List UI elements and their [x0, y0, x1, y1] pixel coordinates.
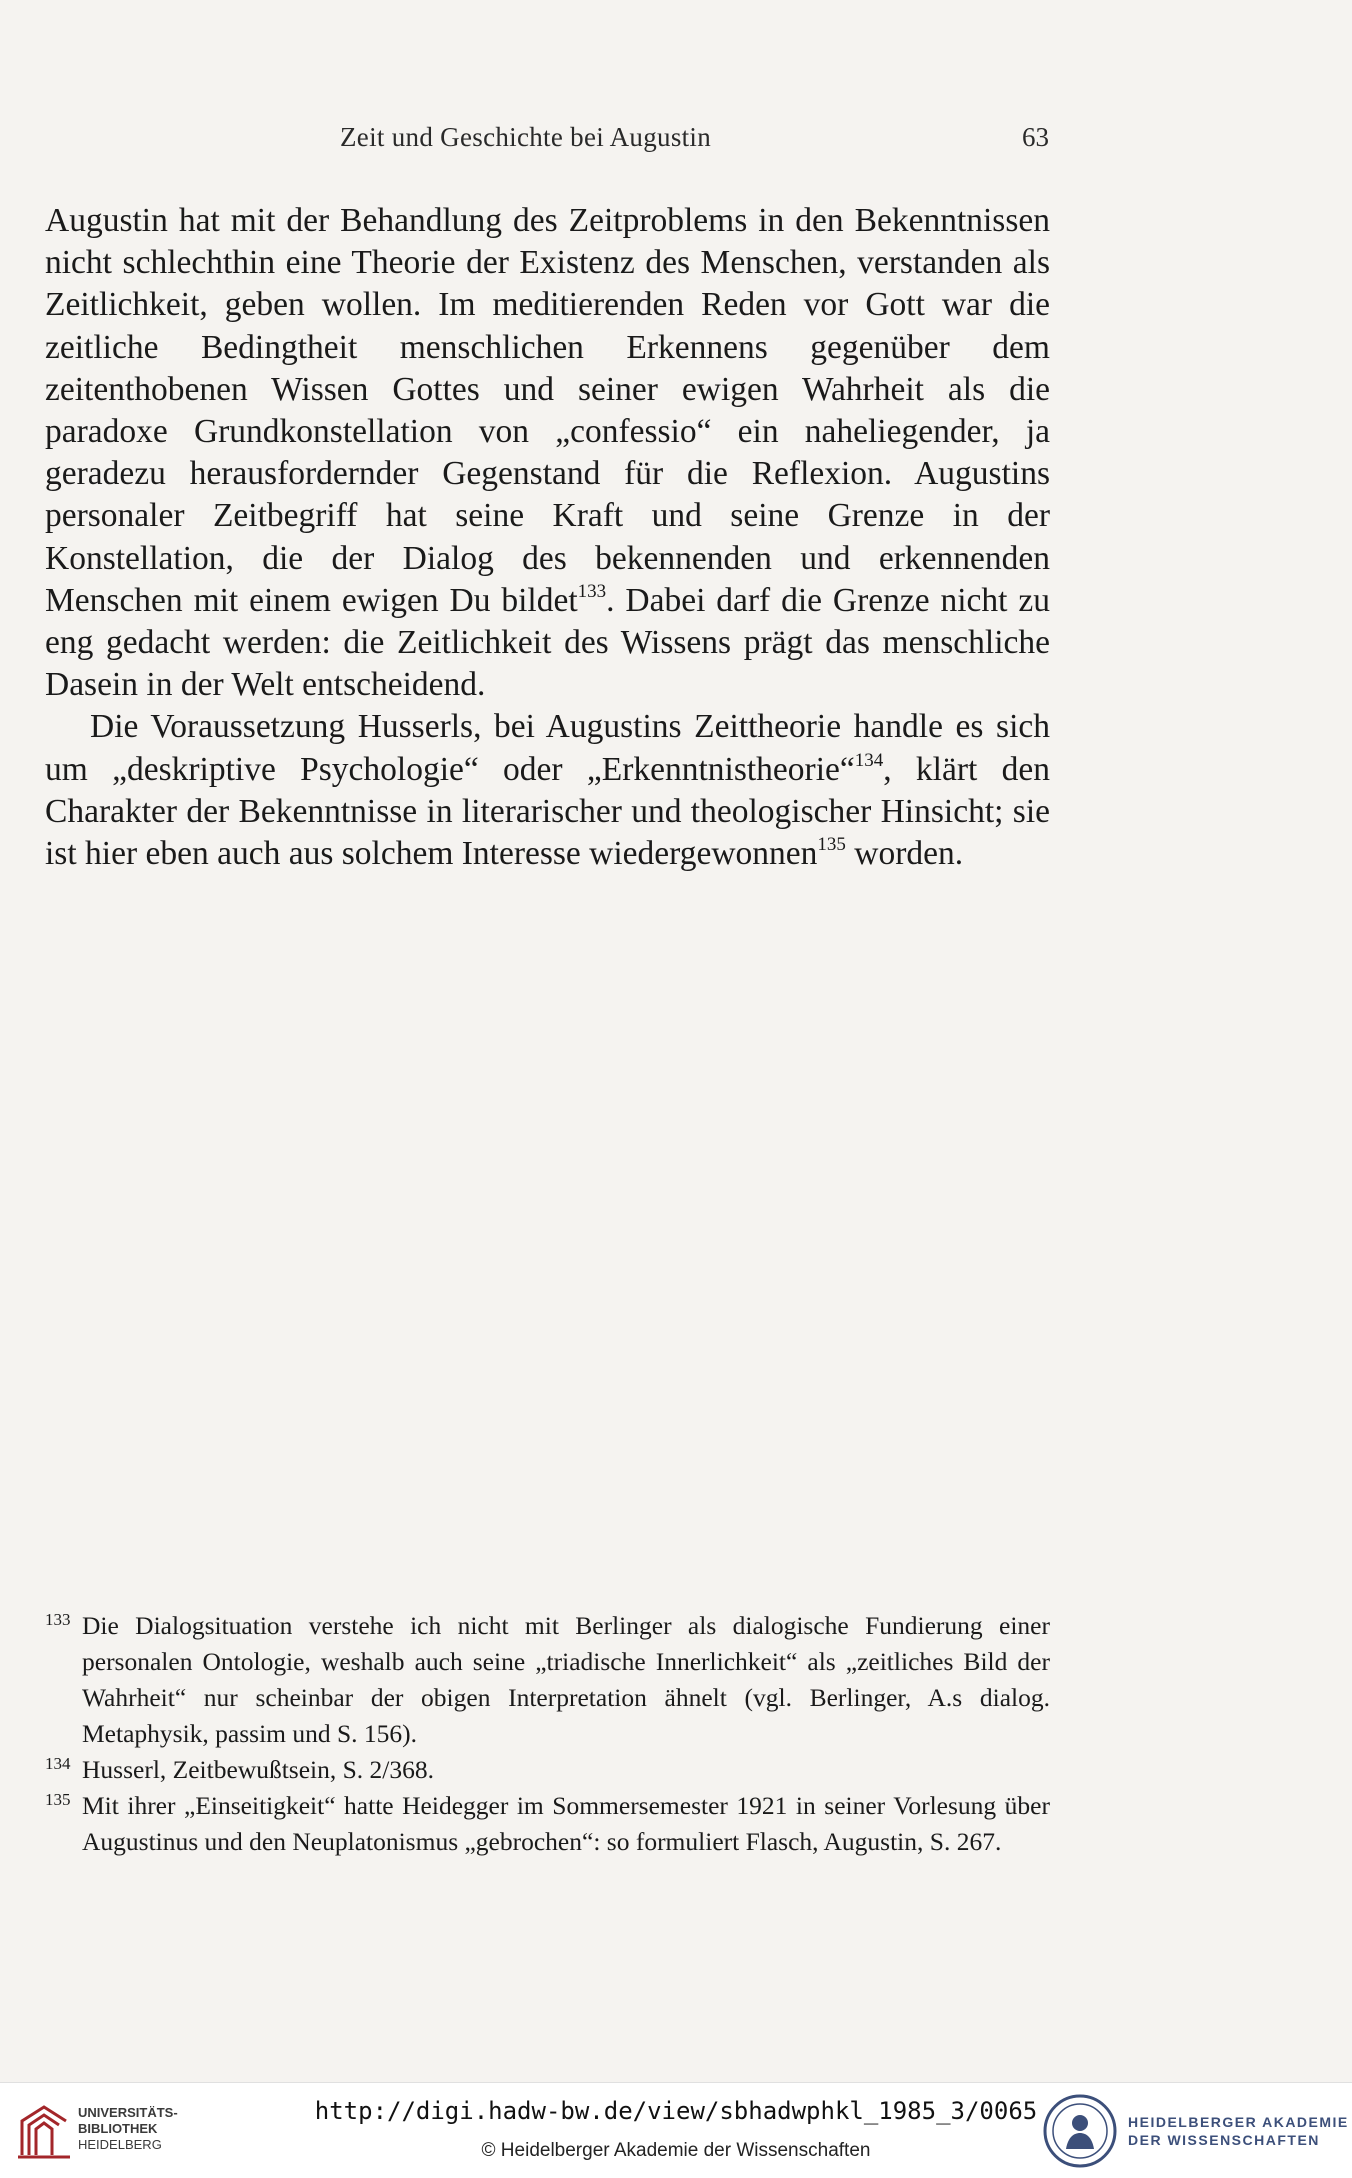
footnote-ref-135[interactable]: 135: [817, 834, 846, 856]
academy-line-2: DER WISSENSCHAFTEN: [1128, 2132, 1320, 2148]
permalink-url[interactable]: http://digi.hadw-bw.de/view/sbhadwphkl_1985_3/0065: [314, 2097, 1038, 2125]
page-number: 63: [1022, 122, 1049, 152]
paragraph-2-text-a: Die Voraussetzung Husserls, bei Augustins Zeittheorie handle es sich um „deskriptive Psychologie“ oder „Erkenntnistheorie“: [45, 708, 1050, 788]
footnote-text: Husserl, Zeitbewußtsein, S. 2/368.: [82, 1755, 435, 1784]
footnote-133: [45, 1608, 1050, 1752]
footnote-134: [45, 1752, 1050, 1788]
paragraph-2: [45, 706, 1050, 875]
paragraph-1-text-a: Augustin hat mit der Behandlung des Zeitproblems in den Bekenntnissen nicht schlechthin eine Theorie der Existenz des Menschen, verstanden als Zeitlichkeit, geben wollen. Im meditierenden Reden vor Gott war die zeitliche Bedingtheit menschlichen Erkennens gegenüber dem zeitenthobenen Wissen Gottes und seiner ewigen Wahrheit als die paradoxe Grundkonstellation von „confessio“ ein naheliegender, ja geradezu herausfordernder Gegenstand für die Reflexion. Augustins personaler Zeitbegriff hat seine Kraft und seine Grenze in der Konstellation, die der Dialog des bekennenden und erkennenden Menschen mit einem ewigen Du bildet: [45, 202, 1050, 619]
digitization-footer: [0, 2082, 1352, 2178]
paragraph-2-text-c: worden.: [845, 835, 964, 873]
footnote-ref-134[interactable]: 134: [854, 749, 884, 771]
body-text: [45, 200, 1050, 875]
footnote-number: 135: [45, 1790, 71, 1809]
library-line-2: BIBLIOTHEK: [78, 2121, 158, 2136]
footnote-ref-133[interactable]: 133: [577, 580, 607, 602]
library-line-1: UNIVERSITÄTS-: [78, 2105, 178, 2120]
footnote-text: Die Dialogsituation verstehe ich nicht mit Berlinger als dialogische Fundierung einer personalen Ontologie, weshalb auch seine „triadische Innerlichkeit“ als „zeitliches Bild der Wahrheit“ nur scheinbar der obigen Interpretation ähnelt (vgl. Berlinger, A.s dialog. Metaphysik, passim und S. 156).: [82, 1611, 1050, 1748]
footnote-text: Mit ihrer „Einseitigkeit“ hatte Heidegger im Sommersemester 1921 in seiner Vorlesung über Augustinus und den Neuplatonismus „gebrochen“: so formuliert Flasch, Augustin, S. 267.: [82, 1791, 1050, 1856]
footnote-135: [45, 1788, 1050, 1860]
academy-seal-icon: [1042, 2093, 1118, 2169]
academy-line-1: HEIDELBERGER AKADEMIE: [1128, 2114, 1349, 2130]
library-line-3: HEIDELBERG: [78, 2137, 162, 2152]
academy-name: [1128, 2113, 1349, 2149]
paragraph-1: [45, 200, 1050, 706]
footnote-number: 134: [45, 1754, 71, 1773]
footnotes: [45, 1608, 1050, 1860]
copyright-notice: © Heidelberger Akademie der Wissenschaften: [481, 2140, 871, 2161]
running-title: Zeit und Geschichte bei Augustin: [340, 122, 712, 152]
paragraph-1-text-b: . Dabei darf die Grenze nicht zu eng gedacht werden: die Zeitlichkeit des Wissens prägt das menschliche Dasein in der Welt entscheidend.: [45, 581, 1050, 704]
paragraph-2-text-b: , klärt den Charakter der Bekenntnisse in literarischer und theologischer Hinsicht; sie ist hier eben auch aus solchem Interesse wiedergewonnen: [45, 750, 1050, 873]
footnote-number: 133: [45, 1610, 71, 1629]
